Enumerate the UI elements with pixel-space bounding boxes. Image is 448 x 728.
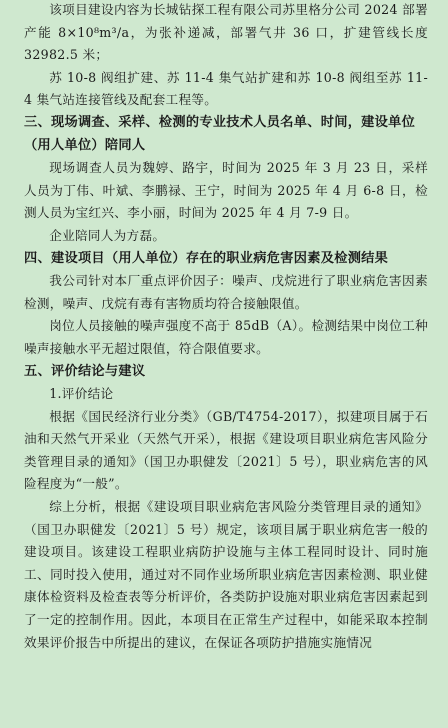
company-escort-paragraph: 企业陪同人为方磊。	[49, 227, 166, 243]
risk-classification-paragraph: 根据《国民经济行业分类》（GB/T4754-2017），拟建项目属于石油和天然气开采业（天然气开采），根据《建设项目职业病危害风险分类管理目录的通知》（国卫办职健发〔2021〕5 号），职业病危害的风险程度为“一般”。	[24, 408, 428, 492]
subsection-1-heading: 1.评价结论	[49, 386, 114, 402]
section-5-heading: 五、评价结论与建议	[24, 363, 146, 379]
hazard-detection-paragraph: 我公司针对本厂重点评价因子：噪声、戊烷进行了职业病危害因素检测，噪声、戊烷有毒有害物质均符合接触限值。	[24, 273, 428, 311]
section-3-heading: 三、现场调查、采样、检测的专业技术人员名单、时间，建设单位（用人单位）陪同人	[24, 114, 416, 153]
summary-analysis-paragraph: 综上分析，根据《建设项目职业病危害风险分类管理目录的通知》（国卫办职健发〔2021〕5 号）规定，该项目属于职业病危害一般的建设项目。该建设工程职业病防护设施与主体工程同时设计、同时施工、同时投入使用，通过对不同作业场所职业病危害因素检测、职业健康体检资料及检查表等分析评价，各类防护设施对职业病危害因素起到了一定的控制作用。因此，本项目在正常生产过程中，如能采取本控制效果评价报告中所提出的建议，在保证各项防护措施实施情况	[24, 499, 428, 650]
project-scope-paragraph: 苏 10-8 阀组扩建、苏 11-4 集气站扩建和苏 10-8 阀组至苏 11-4 集气站连接管线及配套工程等。	[24, 69, 428, 108]
section-4-heading: 四、建设项目（用人单位）存在的职业病危害因素及检测结果	[24, 250, 389, 266]
noise-result-paragraph: 岗位人员接触的噪声强度不高于 85dB（A）。检测结果中岗位工种噪声接触水平无超过限值，符合限值要求。	[24, 318, 428, 356]
project-content-paragraph: 该项目建设内容为长城钻探工程有限公司苏里格分公司 2024 部署产能 8×10⁸m³/a，为张补递减，部署气井 36 口，扩建管线长度 32982.5 米；	[24, 2, 428, 63]
survey-personnel-paragraph: 现场调查人员为魏婷、路宇，时间为 2025 年 3 月 23 日，采样人员为丁伟、叶斌、李鹏禄、王宁，时间为 2025 年 4 月 6-8 日，检测人员为宝红兴、李小丽，时间为 2025 年 4 月 7-9 日。	[24, 160, 428, 221]
